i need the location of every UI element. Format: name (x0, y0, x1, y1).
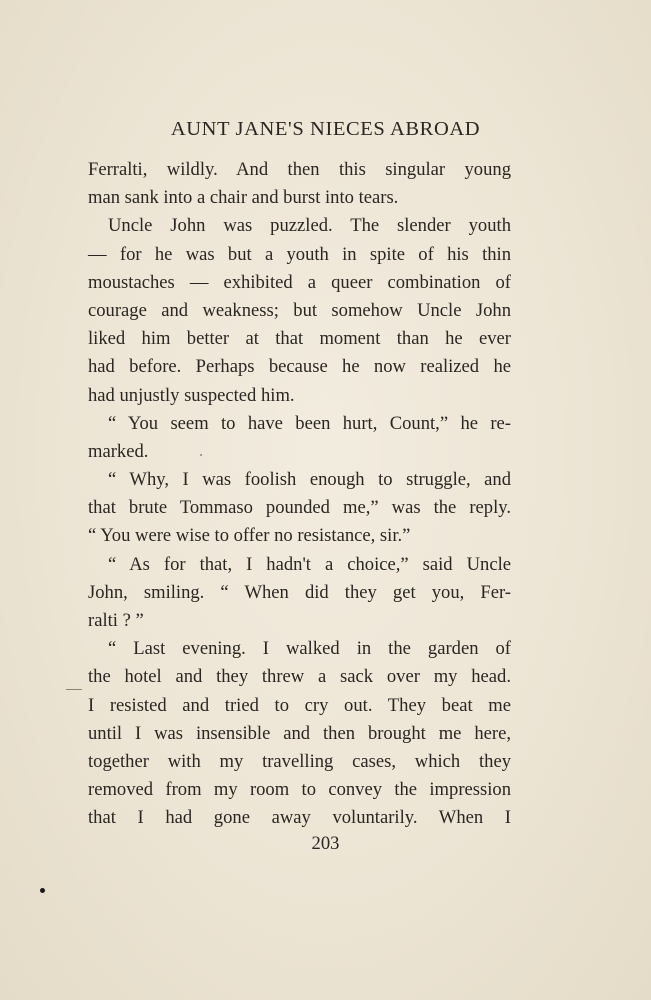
ink-spot (40, 888, 45, 893)
text-line: marked. (88, 440, 149, 462)
text-line: “ Why, I was foolish enough to struggle, and (108, 469, 511, 491)
text-line: “ You were wise to offer no resistance, sir.” (88, 525, 411, 547)
text-line: liked him better at that moment than he ever (88, 328, 511, 350)
text-line: Uncle John was puzzled. The slender youth (108, 215, 511, 237)
paper-speck (200, 454, 202, 456)
text-line: had unjustly suspected him. (88, 384, 295, 406)
text-line: man sank into a chair and burst into tears. (88, 187, 399, 209)
text-line: “ You seem to have been hurt, Count,” he re- (108, 412, 511, 434)
text-line: together with my travelling cases, which they (88, 750, 511, 772)
body-text (88, 156, 511, 833)
text-line: that brute Tommaso pounded me,” was the reply. (88, 497, 511, 519)
text-line: “ As for that, I hadn't a choice,” said Uncle (108, 553, 511, 575)
text-line: until I was insensible and then brought me here, (88, 722, 511, 744)
text-line: “ Last evening. I walked in the garden of (108, 638, 511, 660)
text-line: John, smiling. “ When did they get you, Fer- (88, 581, 511, 603)
text-line: courage and weakness; but somehow Uncle John (88, 299, 511, 321)
text-line: Ferralti, wildly. And then this singular young (88, 159, 511, 180)
text-line: the hotel and they threw a sack over my head. (88, 666, 511, 688)
text-line: ralti ? ” (88, 610, 144, 631)
page-number: 203 (311, 833, 340, 854)
running-head: AUNT JANE'S NIECES ABROAD (170, 118, 481, 140)
text-line: removed from my room to convey the impression (88, 779, 511, 801)
margin-mark (66, 689, 82, 690)
text-line: I resisted and tried to cry out. They beat me (88, 694, 511, 716)
text-line: that I had gone away voluntarily. When I (88, 807, 511, 829)
text-line: — for he was but a youth in spite of his thin (88, 243, 511, 265)
text-line: moustaches — exhibited a queer combination of (88, 271, 511, 293)
text-line: had before. Perhaps because he now realized he (88, 356, 511, 378)
